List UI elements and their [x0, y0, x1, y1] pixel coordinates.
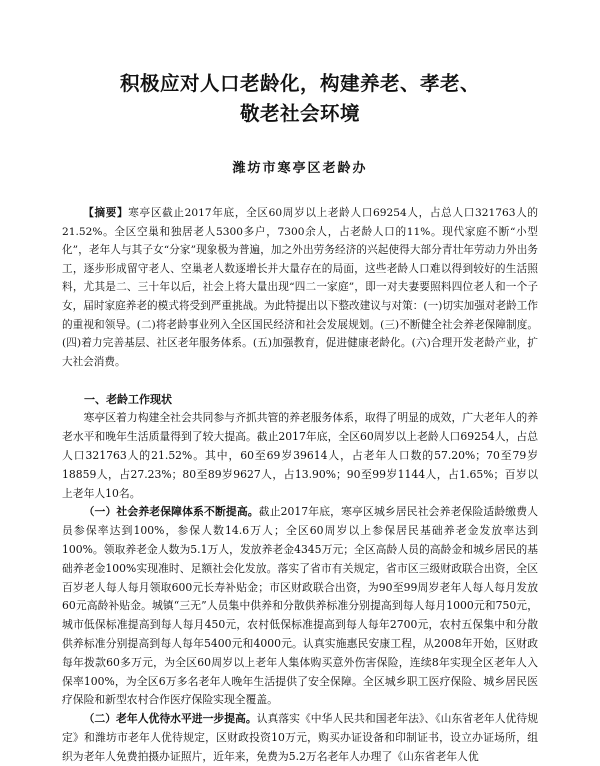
- section-heading: 一、老龄工作现状: [84, 393, 172, 407]
- paragraph-2-text: 截止2017年底，寒亭区城乡居民社会养老保险适龄缴费人员参保率达到100%，参保人数14.6万人；全区60周岁以上参保居民基础养老金发放率达到100%。领取养老金人数为5.1万人，发放养老金4345万元；全区高龄人员的高龄金和城乡居民的基础养老金100%实现准时、足额社会化发放。落实了省市有关规定，省市区三级财政联合出资，全区百岁老人每人每月领取600元长寿补贴金；市区财政联合出资，为90至99周岁老年人每人每月发放60元高龄补贴金。城镇“三无”人员集中供养和分散供养标准分别提高到每人每月1000元和750元，城市低保标准提高到每人每月450元，农村低保标准提高到每人每年2700元，农村五保集中和分散供养标准分别提高到每人每年5400元和4000元。认真实施惠民安康工程，从2008年开始，区财政每年拨款60多万元，为全区60周岁以上老年人集体购买意外伤害保险，连续8年实现全区老年人入保率100%，为全区6万多名老年人晚年生活提供了安全保障。全区城乡职工医疗保险、城乡居民医疗保险和新型农村合作医疗保险实现全覆盖。: [62, 505, 538, 707]
- title-line-2: 敬老社会环境: [239, 102, 360, 125]
- paragraph-3-text: 认真落实《中华人民共和国老年法》、《山东省老年人优待规定》和潍坊市老年人优待规定，区财政投资10万元，购买办证设备和印制证书，设立办证场所，组织为老年人免费拍摄办证照片，近年来，免费为5.2万名老年人办理了《山东省老年人优: [62, 712, 538, 763]
- abstract-text: 寒亭区截止2017年底，全区60周岁以上老龄人口69254人，占总人口321763人的21.52%。全区空巢和独居老人5300多户，7300余人，占老龄人口的11%。现代家庭不断“小型化”，老年人与其子女“分家”现象极为普遍，加之外出劳务经济的兴起使得大部分青壮年劳动力外出务工，逐步形成留守老人、空巢老人数逐增长并大量存在的局面，这些老龄人口难以得到较好的生活照料，尤其是二、三十年以后，社会上将大量出现“四二一家庭”，即一对夫妻要照料四位老人和一个子女，届时家庭养老的模式将受到严重挑战。为此特提出以下整改建议与对策：(一)切实加强对老龄工作的重视和领导。(二)将老龄事业列入全区国民经济和社会发展规划。(三)不断健全社会养老保障制度。(四)着力完善基层、社区老年服务体系。(五)加强教育，促进健康老龄化。(六)合理开发老龄产业，扩大社会消费。: [62, 207, 538, 368]
- paragraph-3-lead: （二）老年人优待水平进一步提高。: [83, 712, 257, 726]
- article-title: [62, 0, 538, 129]
- body-paragraph-2: [62, 503, 538, 710]
- author-line: 潍坊市寒亭区老龄办: [232, 161, 368, 176]
- body-paragraph-3: [62, 710, 538, 766]
- title-line-1: 积极应对人口老龄化，构建养老、孝老、: [119, 72, 480, 95]
- paragraph-2-lead: （一）社会养老保障体系不断提高。: [83, 505, 259, 519]
- abstract: [62, 204, 538, 371]
- abstract-label: 【摘要】: [83, 207, 129, 219]
- body-paragraph-1: 寒亭区着力构建全社会共同参与齐抓共管的养老服务体系，取得了明显的成效，广大老年人的养老水平和晚年生活质量得到了较大提高。截止2017年底，全区60周岁以上老龄人口69254人，占总人口321763人的21.52%。其中，60至69岁39614人，占老年人口数的57.20%；70至79岁18859人，占27.23%；80至89岁9627人，占13.90%；90至99岁1144人，占1.65%；百岁以上老年人10名。: [62, 411, 538, 500]
